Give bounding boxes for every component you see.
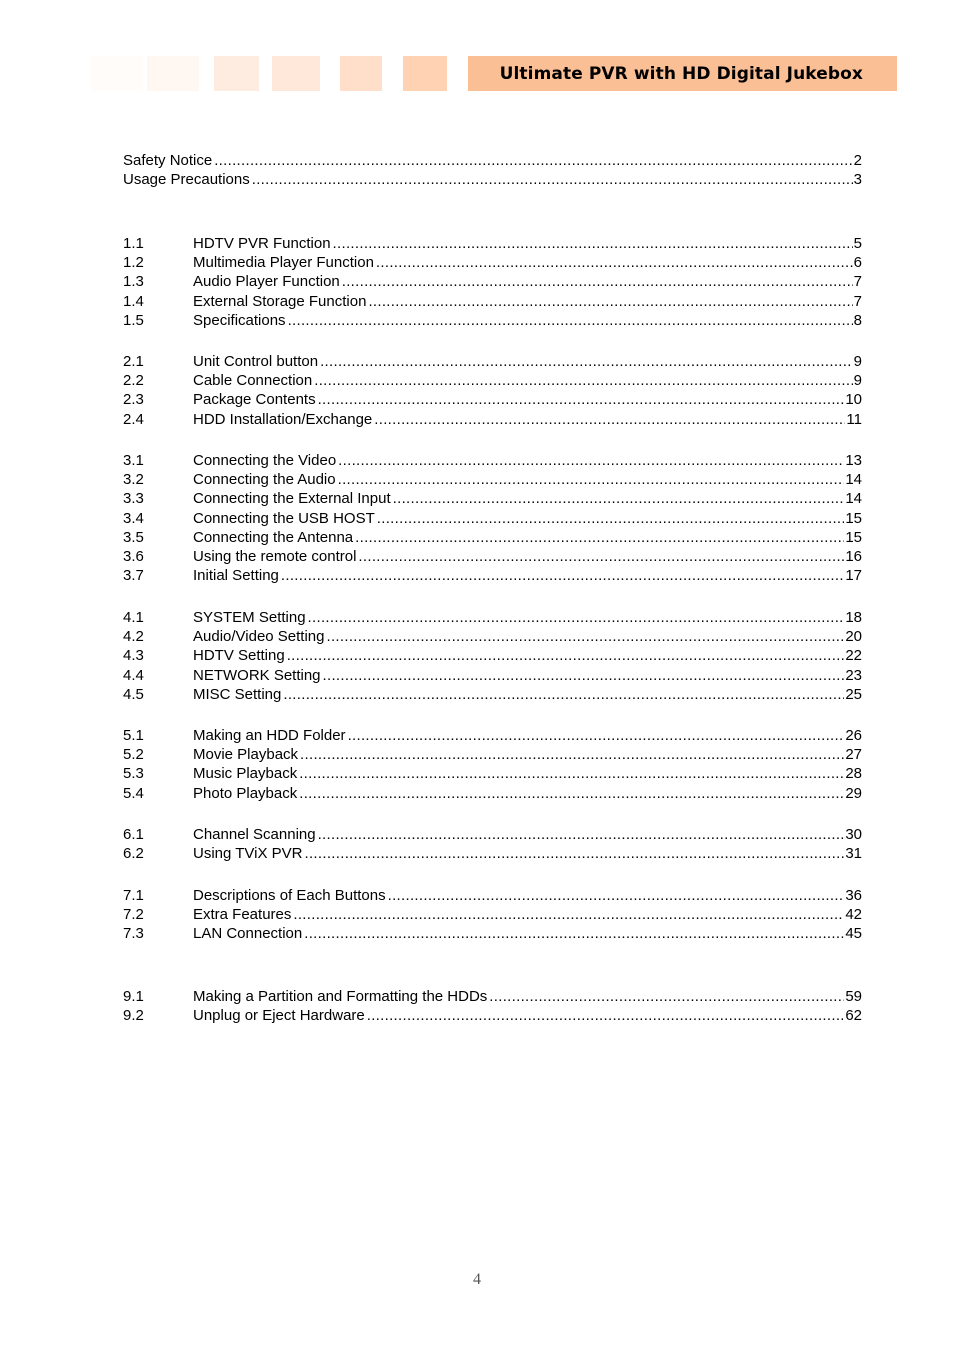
toc-entry-title: LAN Connection <box>193 925 303 943</box>
toc-entry <box>123 528 862 547</box>
toc-leader <box>368 292 852 311</box>
toc-leader <box>299 784 844 803</box>
toc-leader <box>287 646 845 665</box>
toc-entry-title: External Storage Function <box>193 292 367 310</box>
header-block <box>147 56 199 91</box>
toc-leader <box>348 726 845 745</box>
toc-entry <box>123 685 862 704</box>
toc-entry <box>123 451 862 470</box>
toc-entry-number: 2.1 <box>123 353 144 370</box>
toc-entry-page: 10 <box>845 391 862 409</box>
toc-entry-page: 23 <box>845 666 862 684</box>
toc-entry <box>123 272 862 291</box>
toc-entry <box>123 886 862 905</box>
toc-leader <box>374 410 845 429</box>
toc-entry-page: 30 <box>845 826 862 843</box>
toc-entry-title: Making a Partition and Formatting the HDDs <box>193 988 488 1005</box>
toc-entry-number: 4.1 <box>123 609 144 626</box>
toc-entry-page: 11 <box>846 410 862 428</box>
toc-section-1 <box>123 234 862 330</box>
toc-section-6 <box>123 825 862 863</box>
toc-entry-number: 6.2 <box>123 845 144 863</box>
toc-entry <box>123 170 862 189</box>
toc-entry <box>123 627 862 646</box>
toc-entry <box>123 764 862 783</box>
toc-entry-page: 2 <box>853 152 862 169</box>
toc-entry-number: 4.4 <box>123 666 144 684</box>
toc-entry <box>123 1006 862 1025</box>
toc-entry-title: Movie Playback <box>193 746 299 764</box>
toc-entry-number: 3.4 <box>123 509 144 527</box>
toc-leader <box>367 1006 845 1025</box>
toc-entry-title: HDTV PVR Function <box>193 235 331 252</box>
toc-leader <box>293 905 844 924</box>
toc-entry-page: 8 <box>853 311 862 329</box>
toc-entry-page: 16 <box>845 547 862 565</box>
toc-entry-number: 3.5 <box>123 528 144 546</box>
header-block <box>214 56 259 91</box>
header-block <box>90 56 143 91</box>
toc-entry-title: Using TViX PVR <box>193 845 303 863</box>
toc-entry-title: HDD Installation/Exchange <box>193 410 373 428</box>
toc-entry <box>123 352 862 371</box>
toc-entry-number: 3.7 <box>123 567 144 585</box>
toc-entry <box>123 905 862 924</box>
toc-leader <box>320 352 853 371</box>
toc-entry-page: 6 <box>853 254 862 272</box>
toc-section-3 <box>123 451 862 585</box>
toc-entry <box>123 844 862 863</box>
toc-entry <box>123 253 862 272</box>
toc-entry-title: NETWORK Setting <box>193 666 321 684</box>
toc-entry-number: 6.1 <box>123 826 144 843</box>
toc-entry <box>123 489 862 508</box>
toc-entry-number: 7.1 <box>123 887 144 904</box>
toc-entry-page: 59 <box>845 988 862 1005</box>
toc-entry-page: 29 <box>845 784 862 802</box>
toc-entry-title: Multimedia Player Function <box>193 254 374 272</box>
toc-leader <box>355 528 844 547</box>
toc-entry <box>123 608 862 627</box>
toc-entry-title: Connecting the Video <box>193 452 337 469</box>
toc-section-5 <box>123 726 862 803</box>
toc-entry-page: 5 <box>853 235 862 252</box>
toc-leader <box>377 509 845 528</box>
header-block <box>340 56 382 91</box>
toc-entry <box>123 292 862 311</box>
toc-entry-page: 15 <box>845 509 862 527</box>
header-title: Ultimate PVR with HD Digital Jukebox <box>499 63 863 84</box>
toc-entry-page: 15 <box>845 528 862 546</box>
toc-entry-page: 45 <box>845 925 862 943</box>
toc-entry-number: 1.1 <box>123 235 144 252</box>
toc-leader <box>283 685 844 704</box>
toc-leader <box>323 666 845 685</box>
toc-entry <box>123 509 862 528</box>
toc-entry-number: 4.2 <box>123 628 144 646</box>
toc-entry <box>123 371 862 390</box>
toc-entry-number: 1.5 <box>123 311 144 329</box>
toc-entry-title: Photo Playback <box>193 784 298 802</box>
toc-entry-page: 27 <box>845 746 862 764</box>
toc-entry <box>123 987 862 1006</box>
toc-entry-page: 13 <box>845 452 862 469</box>
toc-leader <box>252 170 853 189</box>
toc-entry-page: 22 <box>845 647 862 665</box>
toc-leader <box>376 253 853 272</box>
toc-entry-number: 1.4 <box>123 292 144 310</box>
toc-entry-page: 18 <box>845 609 862 626</box>
toc-leader <box>214 151 852 170</box>
toc-entry-number: 9.1 <box>123 988 144 1005</box>
toc-entry-title: Safety Notice <box>123 152 213 169</box>
toc-entry-title: Music Playback <box>193 765 298 783</box>
toc-front-matter <box>123 151 862 189</box>
toc-entry-title: Connecting the Audio <box>193 471 336 489</box>
toc-leader <box>299 764 844 783</box>
toc-entry-title: Package Contents <box>193 391 316 409</box>
toc-entry-number: 4.5 <box>123 685 144 703</box>
toc-section-4 <box>123 608 862 704</box>
toc-entry-title: Audio Player Function <box>193 273 340 291</box>
toc-entry <box>123 666 862 685</box>
toc-leader <box>338 470 845 489</box>
toc-entry-page: 42 <box>845 906 862 924</box>
toc-entry-number: 9.2 <box>123 1007 144 1025</box>
toc-entry-page: 7 <box>853 292 862 310</box>
toc-entry-title: Extra Features <box>193 906 292 924</box>
toc-entry <box>123 745 862 764</box>
toc-entry-page: 31 <box>845 845 862 863</box>
toc-leader <box>288 311 853 330</box>
toc-leader <box>304 924 844 943</box>
toc-entry-number: 5.1 <box>123 727 144 744</box>
toc-entry-page: 20 <box>845 628 862 646</box>
toc-entry <box>123 470 862 489</box>
toc-entry-page: 9 <box>853 353 862 370</box>
toc-entry-title: Connecting the Antenna <box>193 528 354 546</box>
toc-entry-number: 2.2 <box>123 372 144 390</box>
toc-entry-title: Unplug or Eject Hardware <box>193 1007 365 1025</box>
toc-entry-page: 3 <box>853 171 862 189</box>
toc-entry-number: 5.2 <box>123 746 144 764</box>
toc-leader <box>333 234 853 253</box>
header-block <box>272 56 320 91</box>
toc-entry-number: 7.2 <box>123 906 144 924</box>
toc-entry-page: 14 <box>845 490 862 508</box>
toc-leader <box>342 272 853 291</box>
toc-entry-title: MISC Setting <box>193 685 282 703</box>
toc-entry <box>123 151 862 170</box>
toc-entry-number: 3.2 <box>123 471 144 489</box>
toc-entry-page: 62 <box>845 1007 862 1025</box>
toc-entry <box>123 547 862 566</box>
toc-entry-title: Descriptions of Each Buttons <box>193 887 386 904</box>
header-block <box>403 56 447 91</box>
toc-leader <box>305 844 845 863</box>
toc-entry <box>123 825 862 844</box>
toc-entry-title: Initial Setting <box>193 567 279 585</box>
toc-leader <box>393 489 845 508</box>
toc-leader <box>300 745 844 764</box>
toc-leader <box>388 886 845 905</box>
toc-entry-title: Connecting the USB HOST <box>193 509 375 527</box>
toc-entry-number: 1.2 <box>123 254 144 272</box>
toc-entry-number: 3.3 <box>123 490 144 508</box>
toc-entry-title: Unit Control button <box>193 353 319 370</box>
toc-entry-number: 7.3 <box>123 925 144 943</box>
toc-entry-page: 26 <box>845 727 862 744</box>
toc-entry-title: HDTV Setting <box>193 647 285 665</box>
toc-entry <box>123 646 862 665</box>
toc-entry <box>123 311 862 330</box>
toc-leader <box>308 608 845 627</box>
toc-entry-title: SYSTEM Setting <box>193 609 306 626</box>
toc-entry <box>123 410 862 429</box>
toc-entry-title: Audio/Video Setting <box>193 628 325 646</box>
toc-entry-number: 2.4 <box>123 410 144 428</box>
toc-entry-page: 36 <box>845 887 862 904</box>
toc-entry-title: Using the remote control <box>193 547 357 565</box>
toc-entry-page: 17 <box>845 567 862 585</box>
toc-entry-page: 9 <box>853 372 862 390</box>
toc-entry-title: Usage Precautions <box>123 171 250 189</box>
toc-leader <box>489 987 844 1006</box>
toc-leader <box>358 547 844 566</box>
toc-leader <box>338 451 844 470</box>
toc-entry-number: 3.1 <box>123 452 144 469</box>
toc-entry <box>123 390 862 409</box>
toc-entry-page: 7 <box>853 273 862 291</box>
toc-section-7 <box>123 886 862 944</box>
toc-entry-number: 2.3 <box>123 391 144 409</box>
toc-entry-number: 5.3 <box>123 765 144 783</box>
toc-entry-page: 14 <box>845 471 862 489</box>
toc-entry-title: Connecting the External Input <box>193 490 391 508</box>
toc-entry <box>123 726 862 745</box>
toc-entry-title: Making an HDD Folder <box>193 727 346 744</box>
toc-entry-title: Channel Scanning <box>193 826 316 843</box>
toc-entry-page: 28 <box>845 765 862 783</box>
toc-entry <box>123 784 862 803</box>
toc-entry-number: 1.3 <box>123 273 144 291</box>
toc-leader <box>281 566 844 585</box>
toc-section-9 <box>123 987 862 1025</box>
page-number: 4 <box>473 1271 481 1288</box>
toc-leader <box>318 390 845 409</box>
toc-leader <box>314 371 852 390</box>
toc-leader <box>318 825 845 844</box>
toc-entry-number: 3.6 <box>123 547 144 565</box>
header-title-bar <box>468 56 897 91</box>
toc-section-2 <box>123 352 862 429</box>
toc-entry <box>123 234 862 253</box>
toc-entry-number: 5.4 <box>123 784 144 802</box>
toc-entry <box>123 566 862 585</box>
toc-entry-title: Specifications <box>193 311 286 329</box>
toc-entry-title: Cable Connection <box>193 372 313 390</box>
toc-entry <box>123 924 862 943</box>
toc-entry-number: 4.3 <box>123 647 144 665</box>
toc-leader <box>327 627 845 646</box>
toc-entry-page: 25 <box>845 685 862 703</box>
